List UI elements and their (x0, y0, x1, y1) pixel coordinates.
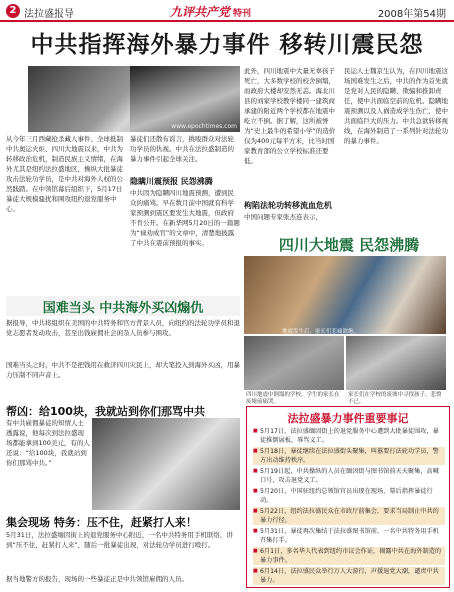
banner-title: 国难当头 中共海外买凶煽仇 (42, 301, 204, 316)
spy-article: 5月31日，法拉盛缅因街上的退党服务中心附近，一名中共特务用手机联络，讲到“压不住，赶紧打人来”，随后一批暴徒出现，对法轮功学员进行殴打。 (6, 531, 233, 549)
subheading-hidden-disaster: 隐瞒川震预报 民怨沸腾 (130, 177, 213, 186)
article-main-body-2: 国难当头之时，中共不是把钱用在救济四川灾民上，却大笔投入到海外买凶，用暴力压制不同声音上。 (6, 361, 240, 379)
timeline-item: ■ 6月14日，法拉盛民众举行万人大游行，声援退党大潮，谴责中共暴力。 (253, 567, 445, 585)
publication-suffix: 特刊 (233, 9, 252, 19)
timeline-item: ■ 5月19日起，中共操纵的人员在缅因街与图书馆前天天聚集，高喊口号，攻击退党义工。 (253, 467, 445, 485)
article-column-2: 暴徒们还散布谣言，挑唆群众对法轮功学员的仇视。中共在法拉盛制造的暴力事件引起全球关注。 (130, 135, 234, 163)
photo-credit: www.epochtimes.com (171, 123, 237, 130)
article-column-1: 从今年三月西藏抢杀藏人事件、全球抵制中共奥运火炬、四川大地震以来，中共为转移政治危机，制造民族主义情绪，在海外尤其是纽约法拉盛地区，操纵大批暴徒攻击法轮功学员，是中共对海外人权的公然践踏。在中领馆幕后组织下，5月17日暴徒大规模骚扰和围攻纽约退党服务中心。 (6, 135, 123, 213)
earthquake-photo (244, 256, 446, 334)
timeline-item: ■ 5月22日，纽约法拉盛民众在市政厅前集会，要求当局制止中共的暴力行径。 (253, 507, 445, 525)
subheading-mourning: 枸陷法轮功转移流血危机 (244, 201, 332, 210)
article-column-2b: 中共因为隐瞒四川地震预测，遭到民众的痛骂。早在数月前中国就有科学家预测到震区要发生大地震，但政府不肯公开。在新华网5月20日的一篇题为“禄劝成官”的文章中，清楚地披露了中共在震前预报的事实。 (130, 189, 240, 247)
collapsed-school-caption: 四川地震中倒塌的学校，学生的家长在废墟前痛哭。 (246, 392, 340, 405)
earthquake-headline: 四川大地震 民怨沸腾 (278, 236, 420, 254)
article-main-body: 据报导，中共将组织在美国的中共特务和官方背景人员，向纽约的法轮功学员和退党志愿者发动攻击，甚至出钱雇佣社会闲杂人员参与围攻。 (6, 319, 240, 337)
publication-name: 九评共产党 (170, 5, 231, 19)
timeline-box (246, 406, 450, 588)
timeline-item: ■ 5月17日，法拉盛缅因街上的退党服务中心遭到大批暴徒围攻，暴徒推倒展板，辱骂义工。 (253, 427, 445, 445)
article-column-4: 民运人士魏京生认为，在四川地震这场国难发生之后，中共的作为首先就是党对人民的隐瞒、欺骗和推卸责任，使中共面临空前的危机。隐瞒地震预测以及人祸造成学生伤亡，使中共面临巨大的压力。中共急欲转移视线，在海外制造了一系列针对法轮功的暴力事件。 (344, 67, 448, 145)
timeline-item: ■ 5月20日，中国驻纽约总领馆官员出现在现场，幕后指挥暴徒行动。 (253, 487, 445, 505)
earthquake-photo-caption: 地震发生后，家长们悲痛欲绝。 (282, 329, 360, 335)
green-banner (6, 296, 240, 316)
main-headline: 中共指挥海外暴力事件 移转川震民怨 (30, 32, 424, 58)
help-article: 有中共雇佣暴徒的知情人士透露说，他每次到法拉盛现场都能拿到100美元，有的人还说：“给100块，我就站到你们那骂中共。” (6, 419, 90, 467)
collapsed-school-photo (244, 336, 344, 390)
protest-photo-2 (130, 66, 240, 132)
timeline-item: ■ 5月31日，暴徒再次集结于法拉盛图书馆前，一名中共特务用手机召集打手。 (253, 527, 445, 545)
article-column-3: 此外，四川地震中大量无辜孩子死亡，大多数学校的校舍倒塌，而政府大楼却安然无恙。海北川县的刘家学校教学楼同一建筑商承建的附近两个学校都在地震中屹立不倒。据了解，这所被誉为“史上最牛的希望小学”的造价仅为400元每平方米，比当时国家教育部的公立学校标准还要低。 (244, 67, 336, 165)
page-header (0, 0, 454, 22)
closing-article: 据当地警方的报告，现场的一些暴徒正是中共领馆雇佣的人员。 (6, 575, 188, 583)
timeline-item: ■ 5月18日，暴徒继续在法拉盛街头聚集，叫嚣要打法轮功学员，警方出动维持秩序。 (253, 447, 445, 465)
subheading-spy: 集会现场 特务：压不住，赶紧打人来！ (6, 516, 197, 529)
grieving-parents-photo (346, 336, 446, 390)
article-column-3b: 中国问题专家张杰连表示， (244, 213, 322, 221)
timeline-list (253, 427, 445, 587)
timeline-title: 法拉盛暴力事件重要事记 (287, 412, 409, 425)
grieving-parents-caption: 家长们在学校的废墟中寻找孩子，悲愤不已。 (348, 392, 442, 405)
section-number-badge: 2 (6, 4, 20, 18)
subheading-help: 帮凶：给100块，我就站到你们那骂中共 (6, 405, 205, 418)
rally-photo (92, 418, 240, 510)
header-divider (0, 20, 454, 22)
publication-title (170, 3, 251, 20)
timeline-item: ■ 6月1日，多名华人代表到纽约市议会作证，揭露中共在海外制造的暴力事件。 (253, 547, 445, 565)
section-title: 法拉盛报导 (24, 9, 74, 20)
issue-number: 2008年第54期 (377, 9, 446, 20)
